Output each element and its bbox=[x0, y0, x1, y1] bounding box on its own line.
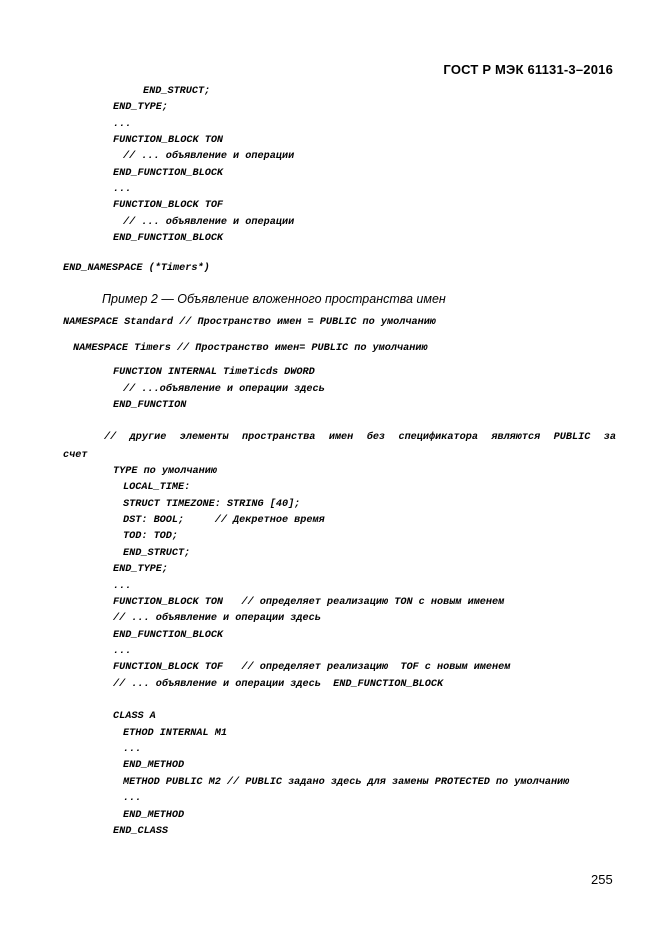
code-line: // ... объявление и операции bbox=[123, 151, 295, 162]
code-line: // ...объявление и операции здесь bbox=[123, 384, 325, 395]
code-line: ... bbox=[123, 744, 142, 755]
code-line: TYPE по умолчанию bbox=[113, 466, 217, 477]
code-line: END_METHOD bbox=[123, 810, 185, 821]
code-line: // ... объявление и операции здесь bbox=[113, 613, 321, 624]
code-line: LOCAL_TIME: bbox=[123, 482, 191, 493]
code-line: STRUCT TIMEZONE: STRING [40]; bbox=[123, 499, 301, 510]
code-line: METHOD PUBLIC M2 // PUBLIC задано здесь для замены PROTECTED по умолчанию bbox=[123, 777, 570, 788]
page-number: 255 bbox=[591, 872, 613, 887]
code-line: FUNCTION_BLOCK TON bbox=[113, 135, 224, 146]
code-line: FUNCTION_BLOCK TON // определяет реализацию TON с новым именем bbox=[113, 597, 505, 608]
code-line: ... bbox=[113, 119, 132, 130]
code-line: TOD: TOD; bbox=[123, 531, 179, 542]
code-line: END_FUNCTION bbox=[113, 400, 187, 411]
code-line: FUNCTION_BLOCK TOF // определяет реализацию TOF с новым именем bbox=[113, 662, 511, 673]
code-line: END_TYPE; bbox=[113, 102, 169, 113]
code-line: ... bbox=[113, 184, 132, 195]
code-line: END_FUNCTION_BLOCK bbox=[113, 233, 224, 244]
code-line: END_NAMESPACE (*Timers*) bbox=[63, 263, 210, 274]
code-line: END_STRUCT; bbox=[143, 86, 211, 97]
code-line: DST: BOOL; // Декретное время bbox=[123, 515, 325, 526]
code-line: CLASS A bbox=[113, 711, 156, 722]
code-line: END_TYPE; bbox=[113, 564, 169, 575]
code-line: ETHOD INTERNAL M1 bbox=[123, 728, 227, 739]
code-line: NAMESPACE Standard // Пространство имен = PUBLIC по умолчанию bbox=[63, 317, 436, 328]
code-line: END_FUNCTION_BLOCK bbox=[113, 630, 224, 641]
code-line: счет bbox=[63, 450, 88, 461]
code-line: END_STRUCT; bbox=[123, 548, 191, 559]
code-line: // ... объявление и операции bbox=[123, 217, 295, 228]
standard-header: ГОСТ Р МЭК 61131-3–2016 bbox=[443, 62, 613, 77]
code-line: ... bbox=[113, 646, 132, 657]
code-line: END_FUNCTION_BLOCK bbox=[113, 168, 224, 179]
comment-line-justified: // другие элементы пространства имен без спецификатора являются PUBLIC за bbox=[104, 432, 616, 443]
code-line: FUNCTION_BLOCK TOF bbox=[113, 200, 224, 211]
code-line: END_CLASS bbox=[113, 826, 169, 837]
code-line: ... bbox=[123, 793, 142, 804]
code-line: END_METHOD bbox=[123, 760, 185, 771]
code-line: // ... объявление и операции здесь END_FUNCTION_BLOCK bbox=[113, 679, 444, 690]
example-title: Пример 2 — Объявление вложенного пространства имен bbox=[102, 292, 446, 306]
code-line: NAMESPACE Timers // Пространство имен= PUBLIC по умолчанию bbox=[73, 343, 428, 354]
code-line: ... bbox=[113, 581, 132, 592]
code-line: FUNCTION INTERNAL TimeTicds DWORD bbox=[113, 367, 315, 378]
